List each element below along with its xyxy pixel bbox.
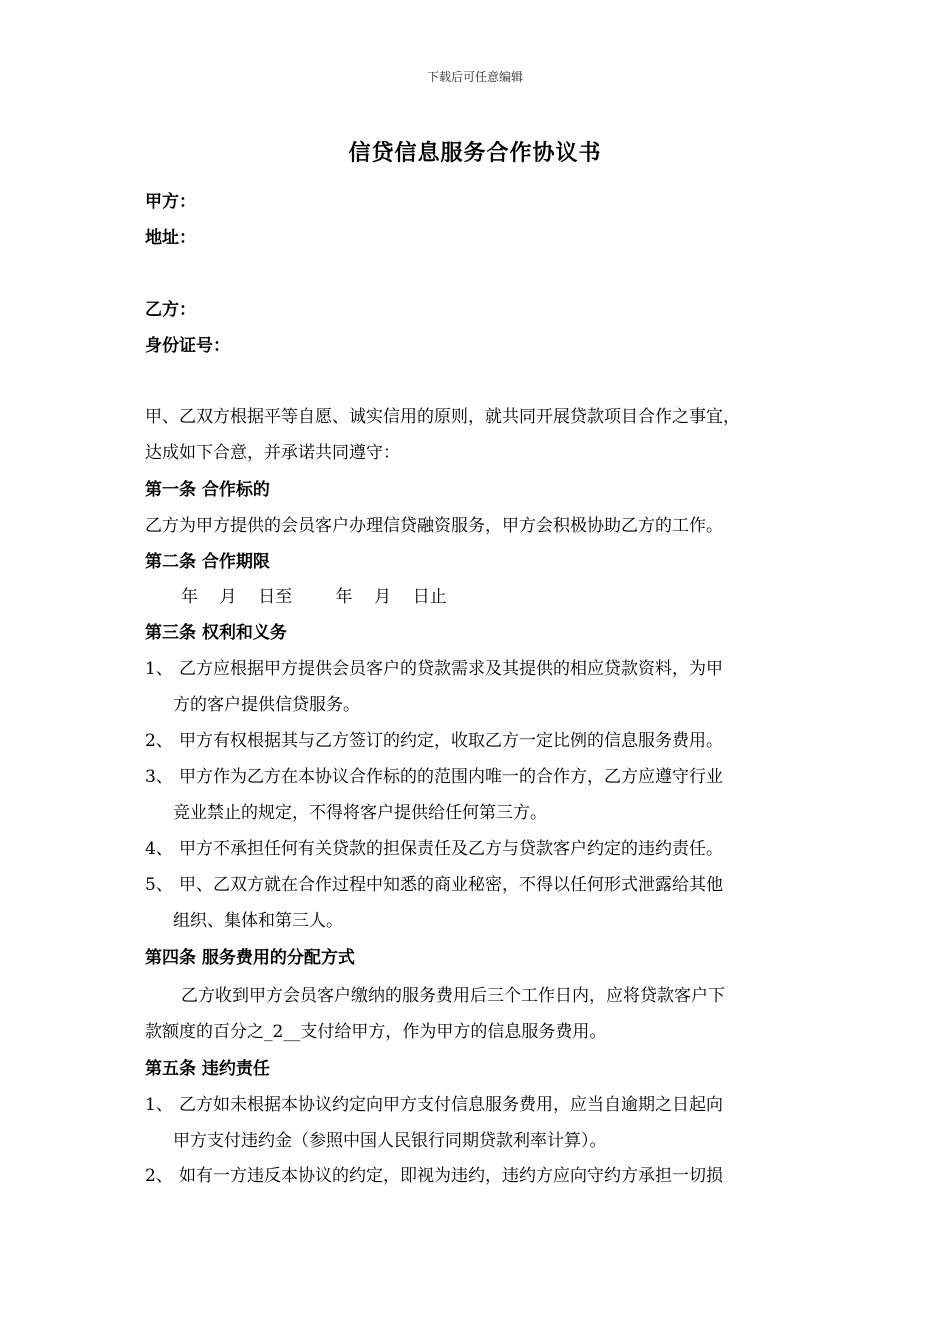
item-text: 如有一方违反本协议的约定，即视为违约，违约方应向守约方承担一切损 [179,1166,723,1186]
item-number: 2、 [145,731,173,751]
party-b-id-label: 身份证号： [145,336,230,356]
item-text: 甲、乙双方就在合作过程中知悉的商业秘密，不得以任何形式泄露给其他 [179,875,723,895]
article-4-line-1: 乙方收到甲方会员客户缴纳的服务费用后三个工作日内，应将贷款客户下 [181,986,725,1006]
list-item [145,837,723,861]
item-number: 1、 [145,1095,173,1115]
list-item [145,765,723,789]
document-title: 信贷信息服务合作协议书 [348,141,602,166]
item-number: 1、 [145,659,173,679]
item-continuation: 竞业禁止的规定，不得将客户提供给任何第三方。 [173,803,547,823]
article-4-heading: 第四条 服务费用的分配方式 [145,948,355,968]
item-continuation: 方的客户提供信贷服务。 [173,695,360,715]
item-text: 甲方有权根据其与乙方签订的约定，收取乙方一定比例的信息服务费用。 [179,731,723,751]
list-item [145,1093,723,1117]
item-continuation: 甲方支付违约金（参照中国人民银行同期贷款利率计算）。 [173,1131,607,1151]
article-1-heading: 第一条 合作标的 [145,480,270,500]
list-item [145,1164,723,1188]
list-item [145,657,723,681]
article-2-term: 年 月 日至 年 月 日止 [181,587,447,607]
item-text: 乙方应根据甲方提供会员客户的贷款需求及其提供的相应贷款资料，为甲 [179,659,723,679]
article-1-text: 乙方为甲方提供的会员客户办理信贷融资服务，甲方会积极协助乙方的工作。 [145,516,723,536]
item-number: 4、 [145,839,173,859]
intro-line-1: 甲、乙双方根据平等自愿、诚实信用的原则，就共同开展贷款项目合作之事宜， [145,407,740,427]
article-2-heading: 第二条 合作期限 [145,552,270,572]
item-number: 2、 [145,1166,173,1186]
party-a-address-label: 地址： [145,228,196,248]
party-b-label: 乙方： [145,300,196,320]
item-number: 5、 [145,875,173,895]
item-text: 甲方作为乙方在本协议合作标的的范围内唯一的合作方，乙方应遵守行业 [179,767,723,787]
party-a-label: 甲方： [145,192,196,212]
item-number: 3、 [145,767,173,787]
intro-line-2: 达成如下合意，并承诺共同遵守： [145,443,400,463]
article-4-line-2: 款额度的百分之_2__支付给甲方，作为甲方的信息服务费用。 [145,1022,607,1042]
list-item [145,729,723,753]
article-3-heading: 第三条 权利和义务 [145,623,287,643]
header-note: 下载后可任意编辑 [426,70,523,84]
item-continuation: 组织、集体和第三人。 [173,911,343,931]
item-text: 甲方不承担任何有关贷款的担保责任及乙方与贷款客户约定的违约责任。 [179,839,723,859]
item-text: 乙方如未根据本协议约定向甲方支付信息服务费用，应当自逾期之日起向 [179,1095,723,1115]
article-5-heading: 第五条 违约责任 [145,1059,270,1079]
list-item [145,873,723,897]
